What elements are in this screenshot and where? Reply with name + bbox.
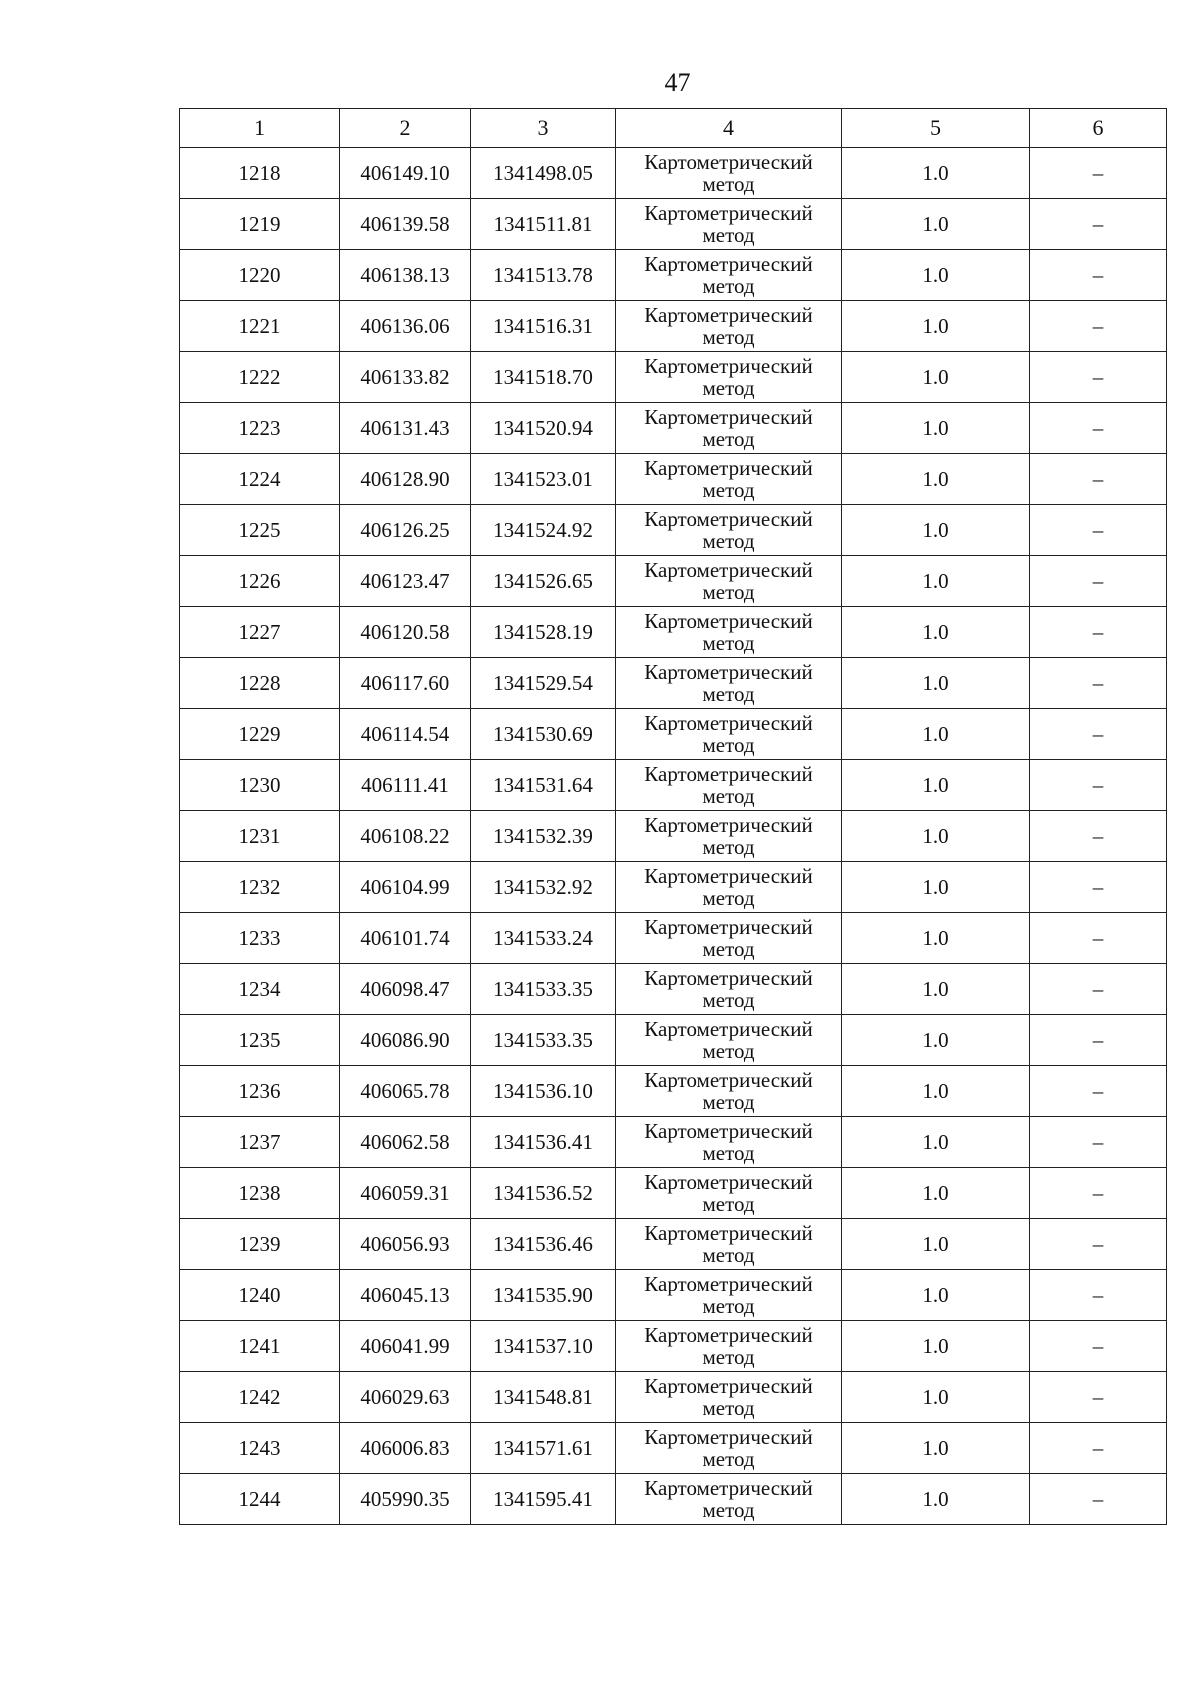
x-coordinate-cell: 406045.13: [340, 1270, 471, 1321]
point-number-cell: 1240: [180, 1270, 340, 1321]
table-row: [180, 250, 1167, 301]
x-coordinate-cell: 405990.35: [340, 1474, 471, 1525]
page-number: 47: [664, 68, 691, 97]
note-cell: –: [1030, 352, 1167, 403]
accuracy-cell: 1.0: [842, 607, 1030, 658]
y-coordinate-cell: 1341523.01: [471, 454, 616, 505]
x-coordinate-cell: 406133.82: [340, 352, 471, 403]
table-row: [180, 352, 1167, 403]
method-cell: [616, 607, 842, 658]
x-coordinate-cell: 406149.10: [340, 148, 471, 199]
y-coordinate-cell: 1341571.61: [471, 1423, 616, 1474]
method-line-1: Картометрический: [644, 1374, 813, 1398]
method-cell: [616, 199, 842, 250]
method-line-1: Картометрический: [644, 1425, 813, 1449]
table-row: [180, 199, 1167, 250]
method-cell: [616, 403, 842, 454]
column-header: 2: [340, 109, 471, 148]
y-coordinate-cell: 1341516.31: [471, 301, 616, 352]
y-coordinate-cell: 1341533.24: [471, 913, 616, 964]
y-coordinate-cell: 1341537.10: [471, 1321, 616, 1372]
method-line-2: метод: [702, 1498, 755, 1522]
x-coordinate-cell: 406056.93: [340, 1219, 471, 1270]
accuracy-cell: 1.0: [842, 964, 1030, 1015]
accuracy-cell: 1.0: [842, 1423, 1030, 1474]
table-row: [180, 505, 1167, 556]
x-coordinate-cell: 406139.58: [340, 199, 471, 250]
method-cell: [616, 658, 842, 709]
x-coordinate-cell: 406062.58: [340, 1117, 471, 1168]
method-line-1: Картометрический: [644, 405, 813, 429]
point-number-cell: 1236: [180, 1066, 340, 1117]
accuracy-cell: 1.0: [842, 148, 1030, 199]
point-number-cell: 1227: [180, 607, 340, 658]
y-coordinate-cell: 1341513.78: [471, 250, 616, 301]
column-header: 6: [1030, 109, 1167, 148]
note-cell: –: [1030, 1015, 1167, 1066]
point-number-cell: 1233: [180, 913, 340, 964]
table-row: [180, 1219, 1167, 1270]
y-coordinate-cell: 1341526.65: [471, 556, 616, 607]
method-cell: [616, 709, 842, 760]
method-line-2: метод: [702, 784, 755, 808]
method-cell: [616, 1066, 842, 1117]
table-row: [180, 862, 1167, 913]
note-cell: –: [1030, 607, 1167, 658]
method-line-2: метод: [702, 1447, 755, 1471]
y-coordinate-cell: 1341536.52: [471, 1168, 616, 1219]
point-number-cell: 1225: [180, 505, 340, 556]
method-cell: [616, 760, 842, 811]
accuracy-cell: 1.0: [842, 1066, 1030, 1117]
table-header-row: [180, 109, 1167, 148]
method-line-2: метод: [702, 325, 755, 349]
method-line-1: Картометрический: [644, 1068, 813, 1092]
point-number-cell: 1234: [180, 964, 340, 1015]
method-line-2: метод: [702, 1090, 755, 1114]
accuracy-cell: 1.0: [842, 352, 1030, 403]
point-number-cell: 1238: [180, 1168, 340, 1219]
method-cell: [616, 250, 842, 301]
accuracy-cell: 1.0: [842, 1321, 1030, 1372]
x-coordinate-cell: 406128.90: [340, 454, 471, 505]
accuracy-cell: 1.0: [842, 301, 1030, 352]
method-line-2: метод: [702, 427, 755, 451]
method-line-1: Картометрический: [644, 711, 813, 735]
method-line-2: метод: [702, 223, 755, 247]
method-line-2: метод: [702, 1039, 755, 1063]
accuracy-cell: 1.0: [842, 760, 1030, 811]
accuracy-cell: 1.0: [842, 454, 1030, 505]
y-coordinate-cell: 1341536.46: [471, 1219, 616, 1270]
method-line-2: метод: [702, 988, 755, 1012]
method-line-2: метод: [702, 1396, 755, 1420]
y-coordinate-cell: 1341536.10: [471, 1066, 616, 1117]
method-line-2: метод: [702, 733, 755, 757]
method-line-2: метод: [702, 1192, 755, 1216]
accuracy-cell: 1.0: [842, 811, 1030, 862]
method-cell: [616, 454, 842, 505]
method-line-2: метод: [702, 631, 755, 655]
method-line-1: Картометрический: [644, 1323, 813, 1347]
table-row: [180, 1423, 1167, 1474]
note-cell: –: [1030, 454, 1167, 505]
note-cell: –: [1030, 1117, 1167, 1168]
table-row: [180, 913, 1167, 964]
method-line-2: метод: [702, 580, 755, 604]
accuracy-cell: 1.0: [842, 1219, 1030, 1270]
y-coordinate-cell: 1341528.19: [471, 607, 616, 658]
table-row: [180, 1372, 1167, 1423]
y-coordinate-cell: 1341520.94: [471, 403, 616, 454]
x-coordinate-cell: 406111.41: [340, 760, 471, 811]
method-line-1: Картометрический: [644, 150, 813, 174]
table-row: [180, 454, 1167, 505]
method-line-2: метод: [702, 835, 755, 859]
accuracy-cell: 1.0: [842, 250, 1030, 301]
y-coordinate-cell: 1341498.05: [471, 148, 616, 199]
note-cell: –: [1030, 760, 1167, 811]
accuracy-cell: 1.0: [842, 199, 1030, 250]
point-number-cell: 1232: [180, 862, 340, 913]
method-line-2: метод: [702, 529, 755, 553]
x-coordinate-cell: 406126.25: [340, 505, 471, 556]
table-row: [180, 1321, 1167, 1372]
point-number-cell: 1221: [180, 301, 340, 352]
method-cell: [616, 352, 842, 403]
method-cell: [616, 1423, 842, 1474]
point-number-cell: 1218: [180, 148, 340, 199]
method-line-1: Картометрический: [644, 966, 813, 990]
method-line-1: Картометрический: [644, 1170, 813, 1194]
point-number-cell: 1224: [180, 454, 340, 505]
note-cell: –: [1030, 1066, 1167, 1117]
method-cell: [616, 505, 842, 556]
method-cell: [616, 1015, 842, 1066]
table-row: [180, 1168, 1167, 1219]
note-cell: –: [1030, 301, 1167, 352]
note-cell: –: [1030, 1423, 1167, 1474]
method-cell: [616, 862, 842, 913]
y-coordinate-cell: 1341531.64: [471, 760, 616, 811]
note-cell: –: [1030, 709, 1167, 760]
note-cell: –: [1030, 811, 1167, 862]
accuracy-cell: 1.0: [842, 556, 1030, 607]
note-cell: –: [1030, 250, 1167, 301]
y-coordinate-cell: 1341536.41: [471, 1117, 616, 1168]
note-cell: –: [1030, 556, 1167, 607]
x-coordinate-cell: 406114.54: [340, 709, 471, 760]
point-number-cell: 1226: [180, 556, 340, 607]
note-cell: –: [1030, 658, 1167, 709]
method-cell: [616, 964, 842, 1015]
point-number-cell: 1239: [180, 1219, 340, 1270]
table-row: [180, 1066, 1167, 1117]
point-number-cell: 1222: [180, 352, 340, 403]
method-cell: [616, 1321, 842, 1372]
x-coordinate-cell: 406117.60: [340, 658, 471, 709]
note-cell: –: [1030, 862, 1167, 913]
method-line-1: Картометрический: [644, 1272, 813, 1296]
method-line-1: Картометрический: [644, 864, 813, 888]
x-coordinate-cell: 406101.74: [340, 913, 471, 964]
method-cell: [616, 1270, 842, 1321]
method-cell: [616, 811, 842, 862]
table-row: [180, 760, 1167, 811]
note-cell: –: [1030, 403, 1167, 454]
method-line-1: Картометрический: [644, 303, 813, 327]
x-coordinate-cell: 406065.78: [340, 1066, 471, 1117]
column-header: 3: [471, 109, 616, 148]
method-line-1: Картометрический: [644, 1119, 813, 1143]
note-cell: –: [1030, 1474, 1167, 1525]
accuracy-cell: 1.0: [842, 403, 1030, 454]
accuracy-cell: 1.0: [842, 1474, 1030, 1525]
accuracy-cell: 1.0: [842, 1015, 1030, 1066]
y-coordinate-cell: 1341533.35: [471, 1015, 616, 1066]
note-cell: –: [1030, 1219, 1167, 1270]
y-coordinate-cell: 1341530.69: [471, 709, 616, 760]
method-line-2: метод: [702, 274, 755, 298]
accuracy-cell: 1.0: [842, 1372, 1030, 1423]
accuracy-cell: 1.0: [842, 913, 1030, 964]
y-coordinate-cell: 1341548.81: [471, 1372, 616, 1423]
x-coordinate-cell: 406131.43: [340, 403, 471, 454]
method-line-2: метод: [702, 1345, 755, 1369]
method-line-1: Картометрический: [644, 609, 813, 633]
table-row: [180, 148, 1167, 199]
table-row: [180, 709, 1167, 760]
table-row: [180, 658, 1167, 709]
point-number-cell: 1241: [180, 1321, 340, 1372]
accuracy-cell: 1.0: [842, 1270, 1030, 1321]
method-line-1: Картометрический: [644, 660, 813, 684]
note-cell: –: [1030, 1372, 1167, 1423]
x-coordinate-cell: 406086.90: [340, 1015, 471, 1066]
method-cell: [616, 1168, 842, 1219]
point-number-cell: 1237: [180, 1117, 340, 1168]
y-coordinate-cell: 1341511.81: [471, 199, 616, 250]
method-cell: [616, 301, 842, 352]
x-coordinate-cell: 406104.99: [340, 862, 471, 913]
y-coordinate-cell: 1341524.92: [471, 505, 616, 556]
method-line-2: метод: [702, 1243, 755, 1267]
note-cell: –: [1030, 148, 1167, 199]
x-coordinate-cell: 406108.22: [340, 811, 471, 862]
method-line-2: метод: [702, 172, 755, 196]
x-coordinate-cell: 406138.13: [340, 250, 471, 301]
point-number-cell: 1242: [180, 1372, 340, 1423]
point-number-cell: 1231: [180, 811, 340, 862]
method-line-1: Картометрический: [644, 252, 813, 276]
table-row: [180, 1270, 1167, 1321]
point-number-cell: 1223: [180, 403, 340, 454]
table-row: [180, 1474, 1167, 1525]
table-row: [180, 964, 1167, 1015]
method-line-1: Картометрический: [644, 354, 813, 378]
y-coordinate-cell: 1341518.70: [471, 352, 616, 403]
method-line-1: Картометрический: [644, 1221, 813, 1245]
note-cell: –: [1030, 1270, 1167, 1321]
table-row: [180, 403, 1167, 454]
column-header: 1: [180, 109, 340, 148]
method-line-2: метод: [702, 478, 755, 502]
table-row: [180, 1117, 1167, 1168]
method-line-1: Картометрический: [644, 201, 813, 225]
note-cell: –: [1030, 505, 1167, 556]
note-cell: –: [1030, 199, 1167, 250]
accuracy-cell: 1.0: [842, 1168, 1030, 1219]
method-line-1: Картометрический: [644, 762, 813, 786]
x-coordinate-cell: 406136.06: [340, 301, 471, 352]
method-cell: [616, 1372, 842, 1423]
method-cell: [616, 1474, 842, 1525]
method-line-1: Картометрический: [644, 1476, 813, 1500]
y-coordinate-cell: 1341532.92: [471, 862, 616, 913]
method-line-1: Картометрический: [644, 456, 813, 480]
y-coordinate-cell: 1341533.35: [471, 964, 616, 1015]
table-row: [180, 607, 1167, 658]
point-number-cell: 1235: [180, 1015, 340, 1066]
point-number-cell: 1219: [180, 199, 340, 250]
y-coordinate-cell: 1341595.41: [471, 1474, 616, 1525]
table-row: [180, 301, 1167, 352]
point-number-cell: 1229: [180, 709, 340, 760]
coordinates-table: [179, 108, 1167, 1525]
x-coordinate-cell: 406059.31: [340, 1168, 471, 1219]
method-line-1: Картометрический: [644, 507, 813, 531]
method-cell: [616, 1219, 842, 1270]
accuracy-cell: 1.0: [842, 862, 1030, 913]
method-cell: [616, 556, 842, 607]
table-row: [180, 556, 1167, 607]
method-line-2: метод: [702, 376, 755, 400]
accuracy-cell: 1.0: [842, 658, 1030, 709]
table-row: [180, 811, 1167, 862]
x-coordinate-cell: 406041.99: [340, 1321, 471, 1372]
point-number-cell: 1244: [180, 1474, 340, 1525]
method-line-2: метод: [702, 1294, 755, 1318]
method-line-1: Картометрический: [644, 813, 813, 837]
point-number-cell: 1220: [180, 250, 340, 301]
method-line-2: метод: [702, 1141, 755, 1165]
note-cell: –: [1030, 913, 1167, 964]
column-header: 4: [616, 109, 842, 148]
point-number-cell: 1243: [180, 1423, 340, 1474]
x-coordinate-cell: 406006.83: [340, 1423, 471, 1474]
x-coordinate-cell: 406098.47: [340, 964, 471, 1015]
x-coordinate-cell: 406120.58: [340, 607, 471, 658]
y-coordinate-cell: 1341535.90: [471, 1270, 616, 1321]
method-line-2: метод: [702, 886, 755, 910]
note-cell: –: [1030, 1168, 1167, 1219]
point-number-cell: 1230: [180, 760, 340, 811]
table-row: [180, 1015, 1167, 1066]
method-line-2: метод: [702, 682, 755, 706]
method-cell: [616, 913, 842, 964]
note-cell: –: [1030, 1321, 1167, 1372]
method-cell: [616, 1117, 842, 1168]
method-cell: [616, 148, 842, 199]
accuracy-cell: 1.0: [842, 709, 1030, 760]
method-line-1: Картометрический: [644, 558, 813, 582]
y-coordinate-cell: 1341532.39: [471, 811, 616, 862]
method-line-1: Картометрический: [644, 915, 813, 939]
x-coordinate-cell: 406123.47: [340, 556, 471, 607]
method-line-1: Картометрический: [644, 1017, 813, 1041]
column-header: 5: [842, 109, 1030, 148]
point-number-cell: 1228: [180, 658, 340, 709]
accuracy-cell: 1.0: [842, 505, 1030, 556]
y-coordinate-cell: 1341529.54: [471, 658, 616, 709]
x-coordinate-cell: 406029.63: [340, 1372, 471, 1423]
note-cell: –: [1030, 964, 1167, 1015]
method-line-2: метод: [702, 937, 755, 961]
accuracy-cell: 1.0: [842, 1117, 1030, 1168]
